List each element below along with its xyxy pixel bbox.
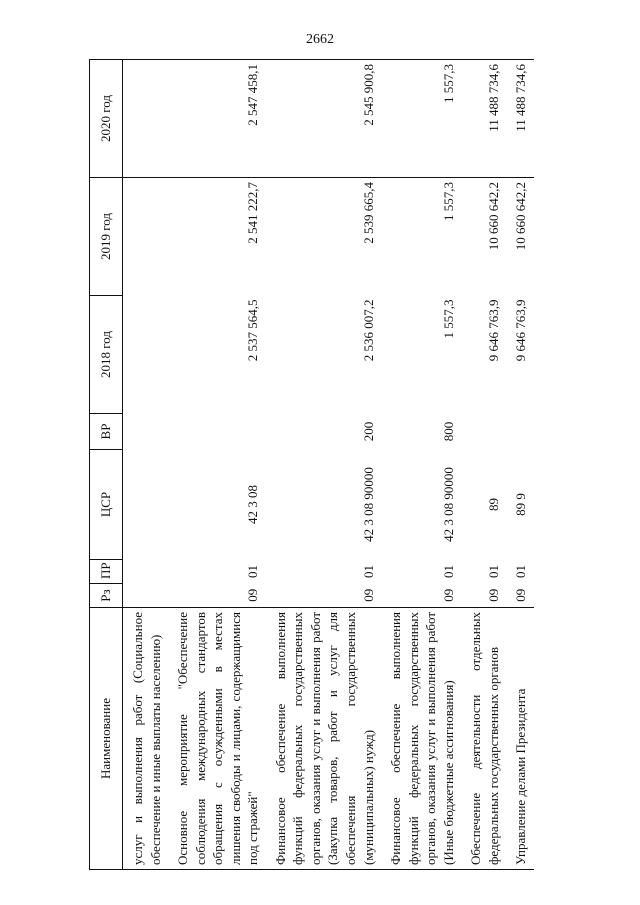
budget-table	[89, 59, 534, 870]
row-pr: 01	[440, 565, 456, 578]
table-row	[123, 60, 169, 870]
table-row	[461, 60, 506, 870]
header-csr: ЦСР	[90, 450, 123, 560]
row-2018: 1 557,3	[440, 299, 456, 339]
row-2019: 2 541 222,7	[245, 182, 261, 244]
row-2018: 9 646 763,9	[485, 299, 501, 362]
row-name: Основное мероприятие "Обеспечение соблюдения международных стандартов обращения с осужденными в местах лишения свободы и лицами, содержащимися под стражей"	[168, 608, 266, 870]
table-row	[381, 60, 461, 870]
row-2019: 2 539 665,4	[360, 182, 376, 244]
header-pr: ПР	[90, 560, 123, 584]
row-vr: 800	[440, 421, 456, 442]
row-2020: 1 557,3	[381, 60, 461, 178]
header-2019: 2019 год	[90, 178, 123, 296]
row-2018: 2 536 007,2	[360, 299, 376, 362]
row-rz	[123, 584, 169, 608]
header-2018: 2018 год	[90, 296, 123, 414]
table-header-row	[90, 60, 123, 870]
table-row	[168, 60, 266, 870]
row-2019: 10 660 642,2	[485, 182, 501, 251]
row-vr	[461, 414, 506, 450]
row-2018	[123, 296, 169, 414]
row-2019	[123, 178, 169, 296]
row-csr: 42 3 08 90000	[440, 467, 456, 542]
header-name: Наименование	[90, 608, 123, 870]
row-2020	[123, 60, 169, 178]
row-name: Финансовое обеспечение выполнения функций федеральных государственных органов, оказания услуг и выполнения работ (Закупка товаров, работ и услуг для обеспечения государственных (муниципальных) нужд)	[266, 608, 381, 870]
row-2019: 10 660 642,2	[513, 182, 529, 251]
table-row	[266, 60, 381, 870]
row-2019: 1 557,3	[440, 182, 456, 221]
row-rz: 09	[485, 588, 501, 602]
table-row	[506, 60, 534, 870]
row-vr	[123, 414, 169, 450]
row-csr: 89 9	[513, 493, 529, 516]
row-2020: 11 488 734,6	[461, 60, 506, 178]
row-2018: 9 646 763,9	[513, 299, 529, 362]
row-pr: 01	[485, 565, 501, 578]
row-pr: 01	[513, 565, 529, 578]
row-vr	[506, 414, 534, 450]
header-2020: 2020 год	[90, 60, 123, 178]
row-pr	[123, 560, 169, 584]
row-name: услуг и выполнения работ (Социальное обеспечение и иные выплаты населению)	[123, 608, 169, 870]
row-csr: 89	[485, 498, 501, 511]
row-rz: 09	[440, 588, 456, 602]
row-pr: 01	[245, 565, 261, 578]
header-vr: ВР	[90, 414, 123, 450]
row-name: Управление делами Президента	[506, 608, 534, 870]
row-2020: 2 545 900,8	[266, 60, 381, 178]
row-rz: 09	[360, 588, 376, 602]
row-name: Обеспечение деятельности отдельных федеральных государственных органов	[461, 608, 506, 870]
row-2018: 2 537 564,5	[245, 299, 261, 362]
row-name: Финансовое обеспечение выполнения функций федеральных государственных органов, оказания услуг и выполнения работ (Иные бюджетные ассигнования)	[381, 608, 461, 870]
rotated-table-container	[89, 60, 609, 870]
row-rz: 09	[245, 588, 261, 602]
row-csr: 42 3 08	[245, 485, 261, 524]
row-2020: 2 547 458,1	[168, 60, 266, 178]
page-number: 2662	[306, 32, 334, 47]
row-pr: 01	[360, 565, 376, 578]
row-vr	[168, 414, 266, 450]
row-csr	[123, 450, 169, 560]
row-vr: 200	[360, 421, 376, 442]
header-rz: Рз	[90, 584, 123, 608]
row-rz: 09	[513, 588, 529, 602]
row-csr: 42 3 08 90000	[360, 467, 376, 542]
row-2020: 11 488 734,6	[506, 60, 534, 178]
